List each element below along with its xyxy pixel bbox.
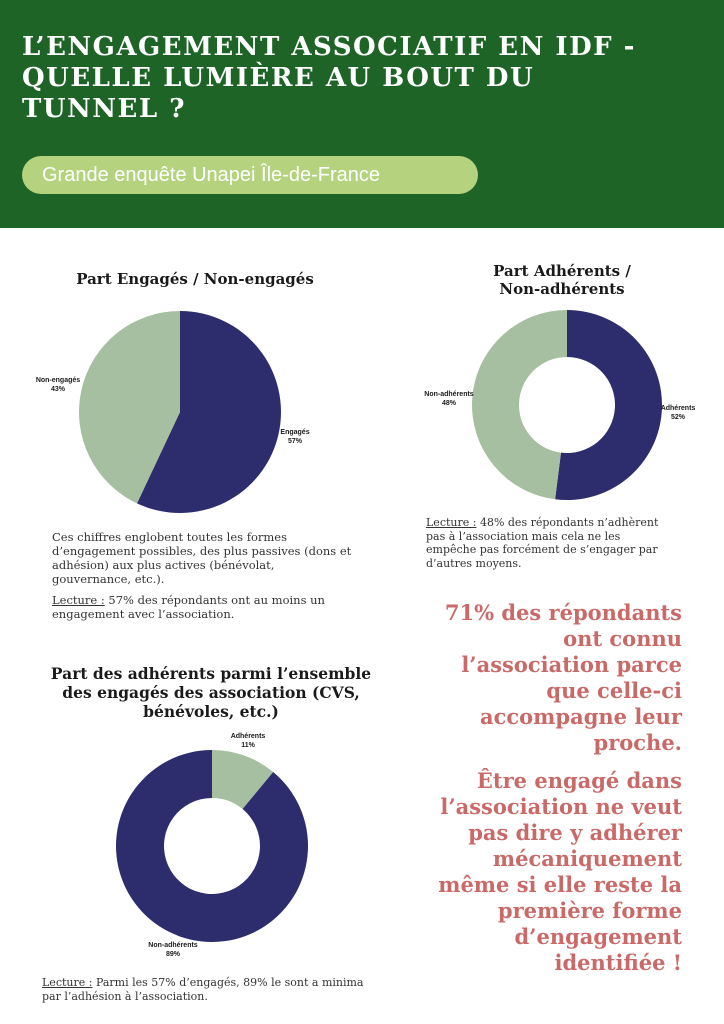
slice-value-label: 52% bbox=[670, 414, 686, 421]
pie-slice-1-non-adhérents bbox=[472, 310, 567, 499]
text-line: gouvernance, etc.). bbox=[52, 572, 165, 586]
title-line: QUELLE LUMIÈRE AU BOUT DU bbox=[22, 63, 535, 93]
text-line: Ces chiffres englobent toutes les formes bbox=[52, 530, 288, 544]
slice-value-label: 57% bbox=[287, 438, 303, 445]
chart3-title-line: bénévoles, etc.) bbox=[143, 702, 279, 721]
pie-slice-2-non-adhérents bbox=[116, 750, 308, 942]
lecture-text: Parmi les 57% d’engagés, 89% le sont a minima bbox=[92, 976, 364, 989]
slice-label: Engagés bbox=[280, 429, 310, 436]
slice-label: Non-adhérents bbox=[424, 391, 474, 398]
chart1-title: Part Engagés / Non-engagés bbox=[76, 270, 314, 288]
highlight-quote-2 bbox=[438, 768, 682, 976]
slice-value-label: 89% bbox=[165, 951, 181, 958]
title-line: L’ENGAGEMENT ASSOCIATIF EN IDF - bbox=[22, 32, 636, 62]
text-line: engagement avec l’association. bbox=[52, 607, 235, 621]
chart2-title bbox=[440, 262, 684, 298]
text-line: pas à l’association mais cela ne les bbox=[426, 529, 621, 543]
text-line: empêche pas forcément de s’engager par bbox=[426, 543, 658, 556]
text-line: d’autres moyens. bbox=[426, 556, 522, 570]
engagement-explanation bbox=[52, 530, 392, 586]
slice-value-label: 48% bbox=[441, 400, 457, 407]
text-line: d’engagement possibles, des plus passives (dons et bbox=[52, 544, 352, 558]
quote-line: que celle-ci bbox=[546, 678, 682, 703]
quote-line: l’association ne veut bbox=[440, 794, 682, 819]
slice-label: Adhérents bbox=[660, 405, 696, 412]
quote-line: d’engagement bbox=[514, 924, 682, 949]
quote-line: 71% des répondants bbox=[444, 600, 682, 625]
lecture-label: Lecture : bbox=[52, 593, 105, 607]
quote-line: proche. bbox=[593, 730, 682, 755]
lecture-3 bbox=[42, 976, 402, 1004]
lecture-2 bbox=[426, 516, 716, 570]
chart3-title-line: des engagés des association (CVS, bbox=[62, 683, 360, 702]
quote-line: identifiée ! bbox=[554, 950, 682, 975]
title-line: TUNNEL ? bbox=[22, 94, 186, 124]
lecture-label: Lecture : bbox=[42, 976, 93, 989]
text-line: par l’adhésion à l’association. bbox=[42, 990, 208, 1003]
text-line: adhésion) aux plus actives (bénévolat, bbox=[52, 558, 275, 572]
pie-slice-1-adhérents bbox=[555, 310, 662, 500]
lecture-text: 48% des répondants n’adhèrent bbox=[476, 516, 659, 529]
chart2-title-line: Part Adhérents / bbox=[493, 262, 631, 280]
slice-value-label: 43% bbox=[50, 386, 66, 393]
highlight-quote-1 bbox=[445, 600, 682, 756]
slice-value-label: 11% bbox=[241, 742, 255, 749]
quote-line: même si elle reste la bbox=[438, 872, 682, 897]
quote-line: mécaniquement bbox=[492, 846, 682, 871]
quote-line: accompagne leur bbox=[480, 704, 682, 729]
quote-line: pas dire y adhérer bbox=[468, 820, 682, 845]
quote-line: l’association parce bbox=[461, 652, 682, 677]
slice-label: Adhérents bbox=[230, 733, 266, 740]
lecture-label: Lecture : bbox=[426, 516, 477, 529]
chart3-title-line: Part des adhérents parmi l’ensemble bbox=[50, 664, 372, 683]
slice-label: Non-adhérents bbox=[148, 942, 198, 949]
chart3-title bbox=[30, 664, 392, 721]
lecture-text: 57% des répondants ont au moins un bbox=[104, 593, 325, 607]
quote-line: ont connu bbox=[563, 626, 682, 651]
chart2-title-line: Non-adhérents bbox=[499, 280, 625, 298]
quote-line: Être engagé dans bbox=[476, 768, 682, 793]
quote-line: première forme bbox=[497, 898, 682, 923]
lecture-1 bbox=[52, 593, 392, 621]
slice-label: Non-engagés bbox=[35, 377, 81, 384]
subtitle-pill: Grande enquête Unapei Île-de-France bbox=[22, 156, 478, 194]
